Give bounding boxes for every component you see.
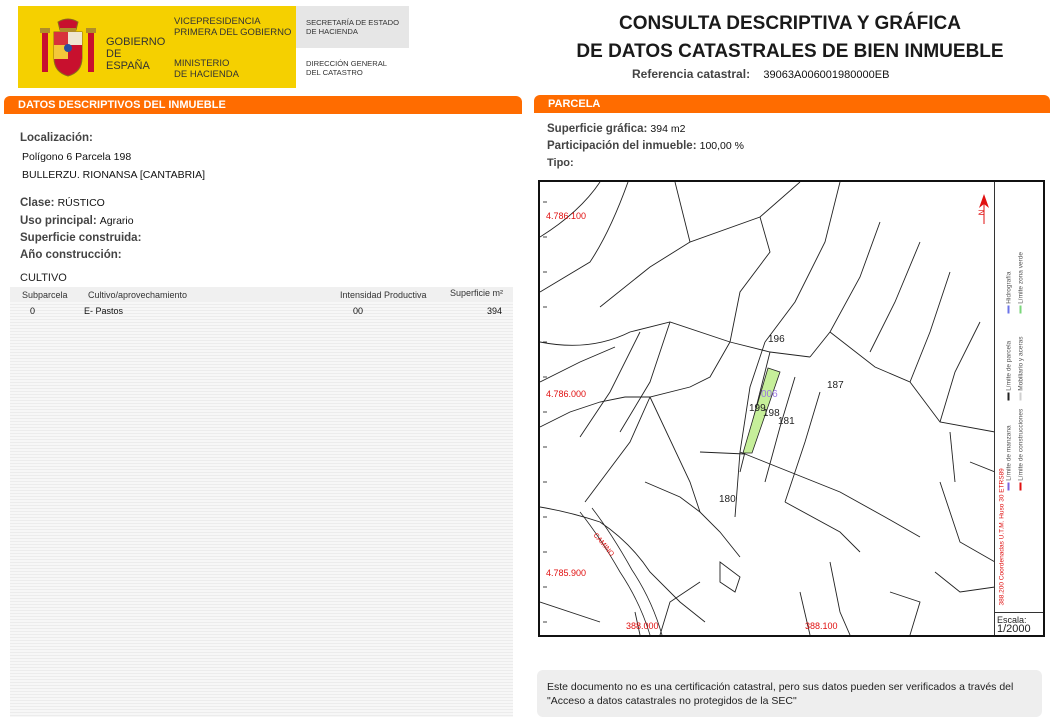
col-intensidad: Intensidad Productiva xyxy=(340,290,427,300)
tipo-label: Tipo: xyxy=(547,157,574,169)
map-y-label: 4.785.900 xyxy=(546,568,587,578)
coat-of-arms-icon xyxy=(40,18,96,80)
cultivo-table xyxy=(10,287,513,717)
legend-limite-parcela: Límite de parcela xyxy=(1006,261,1013,401)
legend-swatch xyxy=(1008,483,1010,491)
clase-row xyxy=(20,197,105,209)
gobierno-text: GOBIERNO DE ESPAÑA xyxy=(106,36,166,72)
referencia-catastral xyxy=(632,67,889,81)
participacion-value: 100,00 % xyxy=(699,140,744,152)
localizacion-line2: BULLERZU. RIONANSA [CANTABRIA] xyxy=(22,169,206,181)
cell-subparcela: 0 xyxy=(30,306,36,316)
parcel-label: 199 xyxy=(749,403,766,414)
cell-superficie: 394 xyxy=(487,306,503,316)
superficie-grafica-row xyxy=(547,123,685,135)
legend-swatch xyxy=(1020,483,1022,491)
cultivo-title: CULTIVO xyxy=(20,272,67,284)
participacion-row xyxy=(547,140,744,152)
map-legend xyxy=(994,182,1043,635)
cultivo-table-header xyxy=(10,287,513,302)
superficie-grafica-value: 394 m2 xyxy=(650,123,686,135)
ano-construccion-label: Año construcción: xyxy=(20,249,122,261)
cadastral-map xyxy=(538,180,1045,637)
legend-zona-verde: Límite zona verde xyxy=(1018,174,1025,314)
disclaimer-note: Este documento no es una certificación catastral, pero sus datos pueden ser verificados a través del "Acceso a datos catastrales no protegidos de la SEC" xyxy=(537,670,1042,717)
map-x-label: 388.000 xyxy=(626,621,659,631)
clase-value: RÚSTICO xyxy=(57,197,105,209)
north-arrow-icon xyxy=(978,194,990,226)
secretaria-block xyxy=(296,6,409,48)
col-superficie: Superficie m² xyxy=(450,288,504,298)
uso-label: Uso principal: xyxy=(20,215,97,227)
legend-hidrografia: Hidrografía xyxy=(1006,174,1013,314)
col-cultivo: Cultivo/aprovechamiento xyxy=(88,290,188,300)
uso-row xyxy=(20,215,134,227)
ministerio-block xyxy=(166,6,296,88)
page-title: CONSULTA DESCRIPTIVA Y GRÁFICA DE DATOS CATASTRALES DE BIEN INMUEBLE xyxy=(576,13,1004,62)
coords-label: 388.200 Coordenadas U.T.M. Huso 30 ETRS89 xyxy=(998,468,1006,606)
localizacion-line1: Polígono 6 Parcela 198 xyxy=(22,151,132,163)
parcel-label: 196 xyxy=(768,334,785,345)
table-row xyxy=(10,306,513,318)
gobierno-logo xyxy=(18,6,166,88)
superficie-construida-label: Superficie construida: xyxy=(20,232,142,244)
participacion-label: Participación del inmueble: xyxy=(547,140,697,152)
legend-limite-construcciones: Límite de construcciones xyxy=(1018,351,1025,491)
scale-value: 1/2000 xyxy=(997,623,1031,635)
direccion-text: DIRECCIÓN GENERAL DEL CATASTRO xyxy=(306,59,388,77)
cell-cultivo: E- Pastos xyxy=(84,306,124,316)
road-label: CAMINO xyxy=(591,532,615,558)
section-title-parcela: PARCELA xyxy=(534,95,1050,113)
clase-label: Clase: xyxy=(20,197,55,209)
ministerio-text: MINISTERIO DE HACIENDA xyxy=(174,58,239,80)
map-x-label: 388.100 xyxy=(805,621,838,631)
section-title-datos: DATOS DESCRIPTIVOS DEL INMUEBLE xyxy=(4,96,522,114)
map-scale xyxy=(994,612,1043,635)
polygon-label: 006 xyxy=(761,389,778,400)
cell-intensidad: 00 xyxy=(353,306,364,316)
legend-mobiliario: Mobiliario y aceras xyxy=(1018,261,1025,401)
parcel-label: 198 xyxy=(763,408,780,419)
col-subparcela: Subparcela xyxy=(22,290,68,300)
parcel-label: 180 xyxy=(719,494,736,505)
map-y-label: 4.786.100 xyxy=(546,211,587,221)
legend-limite-manzana: Límite de manzana xyxy=(1006,351,1013,491)
uso-value: Agrario xyxy=(99,215,134,227)
map-y-label: 4.786.000 xyxy=(546,389,587,399)
referencia-value: 39063A006001980000EB xyxy=(763,69,890,81)
parcel-label: 187 xyxy=(827,380,844,391)
localizacion-label: Localización: xyxy=(20,132,93,144)
vicepresidencia-text: VICEPRESIDENCIA PRIMERA DEL GOBIERNO xyxy=(174,16,292,38)
scale-label: Escala: xyxy=(997,615,1027,625)
north-label: N xyxy=(977,209,987,216)
secretaria-text: SECRETARÍA DE ESTADO DE HACIENDA xyxy=(306,18,399,36)
superficie-grafica-label: Superficie gráfica: xyxy=(547,123,648,135)
parcel-label: 181 xyxy=(778,416,795,427)
referencia-label: Referencia catastral: xyxy=(632,67,751,81)
